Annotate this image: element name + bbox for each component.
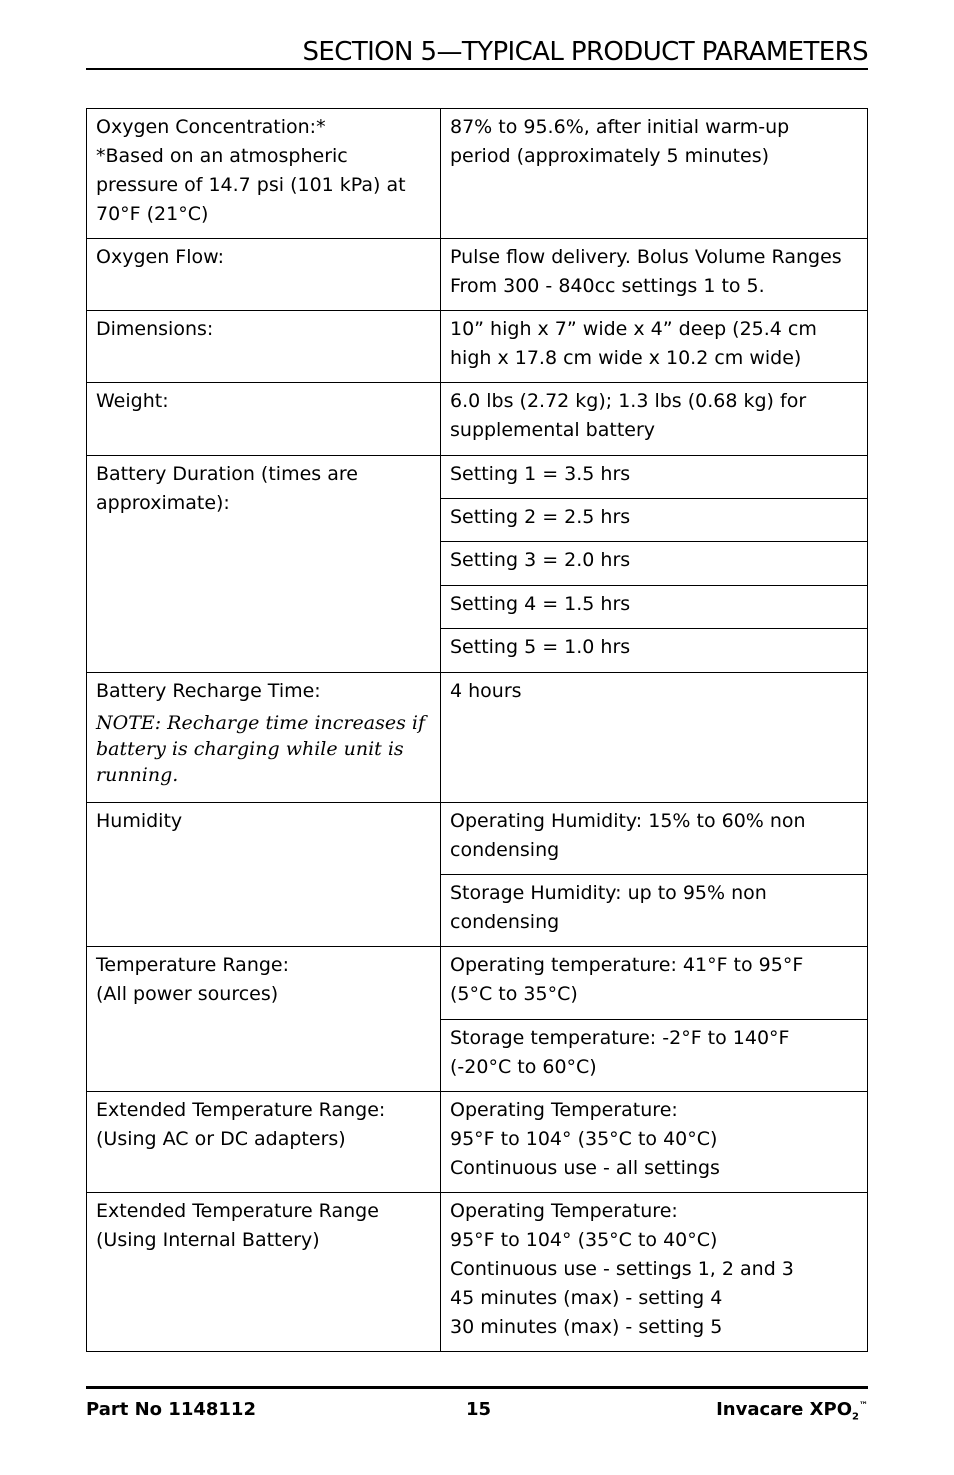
label-line: pressure of 14.7 psi (101 kPa) at [96, 174, 406, 196]
value-line: (5°C to 35°C) [450, 983, 578, 1005]
label-line: Battery Recharge Time: [96, 680, 321, 702]
recharge-note: NOTE: Recharge time increases if battery is charging while unit is running. [96, 712, 425, 786]
page-header [86, 36, 868, 70]
value-line: condensing [450, 839, 560, 861]
value-line: 95°F to 104° (35°C to 40°C) [450, 1128, 718, 1150]
oxygen-flow-label: Oxygen Flow: [87, 239, 441, 311]
battery-recharge-label [87, 673, 441, 803]
value-line: Pulse flow delivery. Bolus Volume Ranges [450, 246, 842, 268]
table-row [87, 673, 868, 803]
value-line: period (approximately 5 minutes) [450, 145, 770, 167]
value-line: 87% to 95.6%, after initial warm-up [450, 116, 790, 138]
operating-temperature-value [441, 947, 868, 1020]
label-line: approximate): [96, 492, 230, 514]
table-row [87, 239, 868, 311]
extended-temp-ac-dc-label [87, 1092, 441, 1193]
value-line: Continuous use - all settings [450, 1157, 720, 1179]
value-line: Continuous use - settings 1, 2 and 3 [450, 1258, 794, 1280]
label-line: Extended Temperature Range [96, 1200, 379, 1222]
label-line: Oxygen Concentration:* [96, 116, 326, 138]
table-row [87, 311, 868, 383]
value-line: From 300 - 840cc settings 1 to 5. [450, 275, 765, 297]
page-footer [86, 1386, 868, 1423]
value-line: Operating Temperature: [450, 1200, 678, 1222]
storage-temperature-value [441, 1020, 868, 1092]
product-name [716, 1399, 868, 1423]
trademark-symbol: ™ [859, 1401, 868, 1411]
page-number: 15 [466, 1399, 492, 1420]
parameters-table [86, 108, 868, 1352]
battery-setting-5: Setting 5 = 1.0 hrs [441, 629, 868, 673]
table-row [87, 109, 868, 239]
label-line: Extended Temperature Range: [96, 1099, 386, 1121]
table-row [87, 1193, 868, 1352]
battery-duration-label [87, 456, 441, 673]
extended-temp-ac-dc-value [441, 1092, 868, 1193]
extended-temp-battery-label [87, 1193, 441, 1352]
value-line: 10” high x 7” wide x 4” deep (25.4 cm [450, 318, 817, 340]
dimensions-value [441, 311, 868, 383]
table-row [87, 383, 868, 456]
table-row [87, 803, 868, 875]
battery-setting-1: Setting 1 = 3.5 hrs [441, 456, 868, 499]
battery-recharge-value: 4 hours [441, 673, 868, 803]
value-line: high x 17.8 cm wide x 10.2 cm wide) [450, 347, 802, 369]
label-line: (All power sources) [96, 983, 279, 1005]
label-line: Temperature Range: [96, 954, 290, 976]
product-subscript: 2 [852, 1411, 859, 1423]
battery-setting-2: Setting 2 = 2.5 hrs [441, 499, 868, 542]
oxygen-concentration-label [87, 109, 441, 239]
part-number: Part No 1148112 [86, 1399, 256, 1420]
value-line: Storage Humidity: up to 95% non [450, 882, 767, 904]
dimensions-label: Dimensions: [87, 311, 441, 383]
oxygen-flow-value [441, 239, 868, 311]
storage-humidity-value [441, 875, 868, 947]
value-line: 95°F to 104° (35°C to 40°C) [450, 1229, 718, 1251]
operating-humidity-value [441, 803, 868, 875]
weight-label: Weight: [87, 383, 441, 456]
table-row [87, 456, 868, 499]
table-row [87, 1092, 868, 1193]
oxygen-concentration-value [441, 109, 868, 239]
table-row [87, 947, 868, 1020]
value-line: 30 minutes (max) - setting 5 [450, 1316, 723, 1338]
product-label: Invacare XPO [716, 1399, 853, 1420]
humidity-label: Humidity [87, 803, 441, 947]
label-line: Battery Duration (times are [96, 463, 358, 485]
value-line: supplemental battery [450, 419, 656, 441]
label-line: (Using Internal Battery) [96, 1229, 320, 1251]
battery-setting-3: Setting 3 = 2.0 hrs [441, 542, 868, 586]
extended-temp-battery-value [441, 1193, 868, 1352]
label-line: (Using AC or DC adapters) [96, 1128, 346, 1150]
value-line: (-20°C to 60°C) [450, 1056, 597, 1078]
value-line: Operating Temperature: [450, 1099, 678, 1121]
section-title: SECTION 5—TYPICAL PRODUCT PARAMETERS [302, 37, 868, 67]
value-line: 45 minutes (max) - setting 4 [450, 1287, 723, 1309]
label-line: 70°F (21°C) [96, 203, 209, 225]
weight-value [441, 383, 868, 456]
label-line: *Based on an atmospheric [96, 145, 348, 167]
value-line: Operating Humidity: 15% to 60% non [450, 810, 806, 832]
value-line: Operating temperature: 41°F to 95°F [450, 954, 804, 976]
value-line: condensing [450, 911, 560, 933]
value-line: Storage temperature: -2°F to 140°F [450, 1027, 790, 1049]
value-line: 6.0 lbs (2.72 kg); 1.3 lbs (0.68 kg) for [450, 390, 807, 412]
battery-setting-4: Setting 4 = 1.5 hrs [441, 586, 868, 629]
temperature-range-label [87, 947, 441, 1092]
